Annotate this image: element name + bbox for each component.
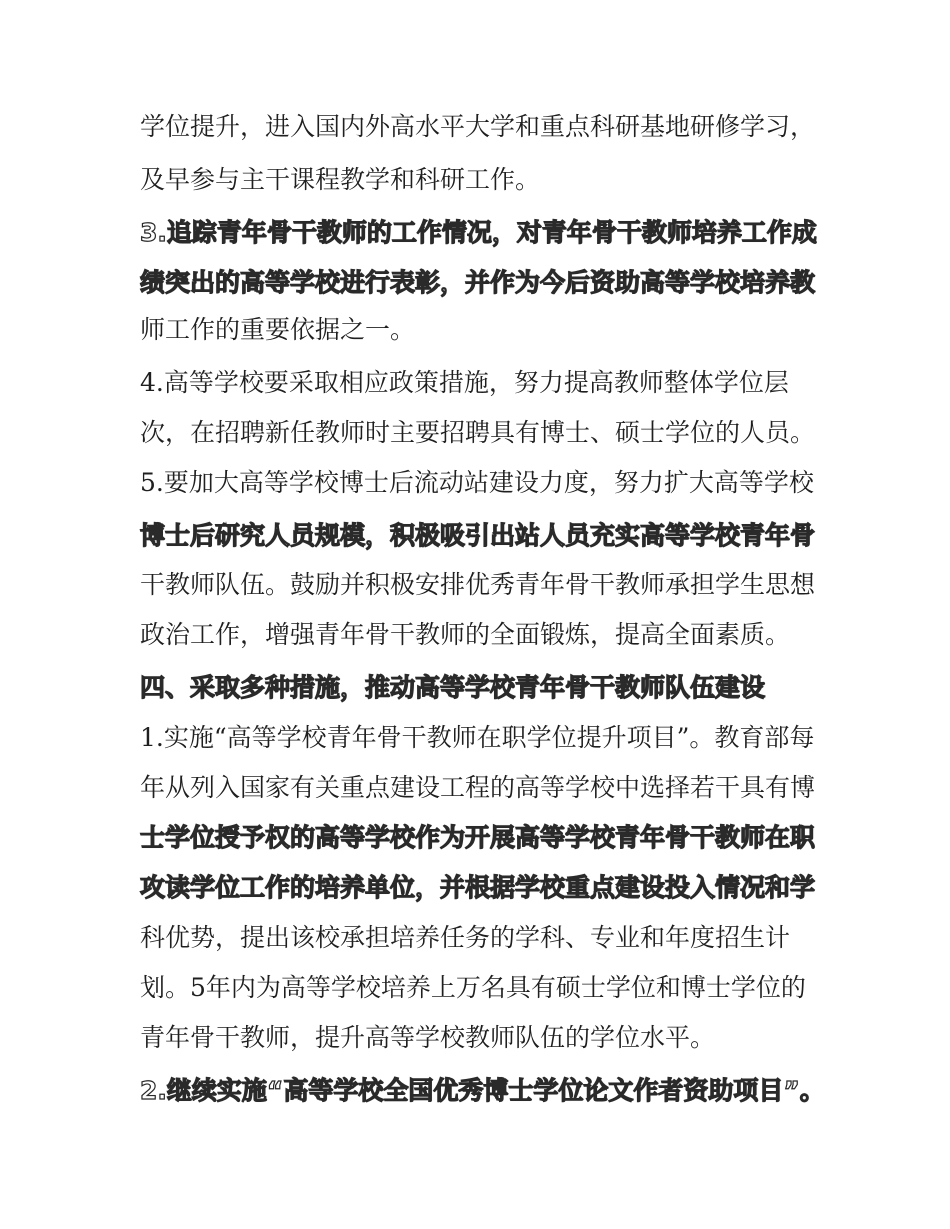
text-line: 科优势，提出该校承担培养任务的学科、专业和年度招生计 (140, 923, 791, 952)
text-line: 年从列入国家有关重点建设工程的高等学校中选择若干具有博 (140, 773, 816, 802)
text-line: 及早参与主干课程教学和科研工作。 (140, 165, 541, 194)
outlined-text-line: 士学位授予权的高等学校作为开展高等学校青年骨干教师在职 (140, 823, 816, 852)
outlined-text-line: 攻读学位工作的培养单位，并根据学校重点建设投入情况和学 (140, 873, 816, 902)
text-line: 次，在招聘新任教师时主要招聘具有博士、硕士学位的人员。 (140, 418, 816, 447)
text-line: 干教师队伍。鼓励并积极安排优秀青年骨干教师承担学生思想 (140, 570, 816, 599)
text-line: 学位提升，进入国内外高水平大学和重点科研基地研修学习， (140, 112, 816, 141)
outlined-text-line: 绩突出的高等学校进行表彰，并作为今后资助高等学校培养教 (140, 268, 816, 297)
text-line: 政治工作，增强青年骨干教师的全面锻炼，提高全面素质。 (140, 620, 791, 649)
text-line: 4.高等学校要采取相应政策措施，努力提高教师整体学位层 (140, 368, 789, 397)
text-line: 划。5年内为高等学校培养上万名具有硕士学位和博士学位的 (140, 973, 806, 1002)
text-line: 师工作的重要依据之一。 (140, 315, 416, 344)
outlined-text-line: 博士后研究人员规模，积极吸引出站人员充实高等学校青年骨 (140, 521, 816, 550)
text-line: 1.实施“高等学校青年骨干教师在职学位提升项目”。教育部每 (140, 723, 815, 752)
section-heading: 四、采取多种措施，推动高等学校青年骨干教师队伍建设 (140, 673, 766, 702)
outlined-text-line: 2.继续实施“高等学校全国优秀博士学位论文作者资助项目”。 (140, 1076, 825, 1105)
text-line: 5.要加大高等学校博士后流动站建设力度，努力扩大高等学校 (140, 468, 814, 497)
outlined-text-line: 3.追踪青年骨干教师的工作情况，对青年骨干教师培养工作成 (140, 218, 817, 247)
text-line: 青年骨干教师，提升高等学校教师队伍的学位水平。 (140, 1023, 716, 1052)
